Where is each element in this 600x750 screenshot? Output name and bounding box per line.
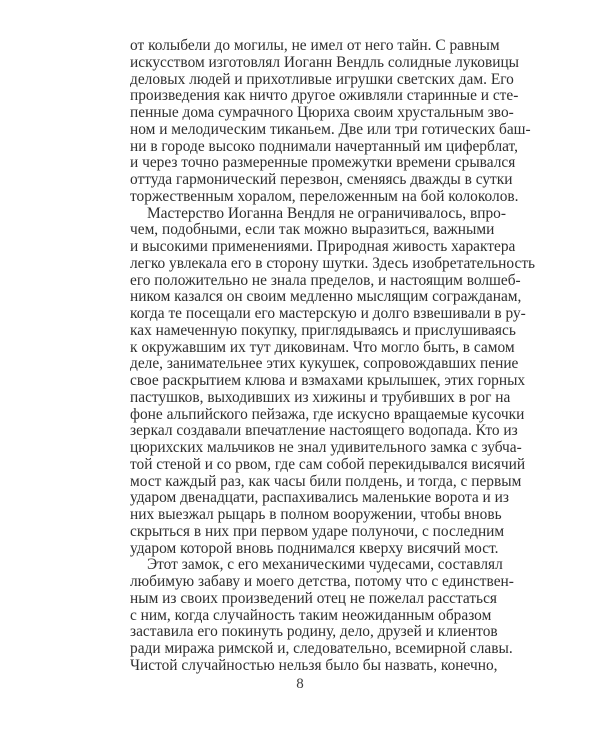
text-line: произведения как ничто другое оживляли старинные и сте- (130, 87, 519, 105)
paragraph-3 (130, 556, 514, 674)
text-line: Этот замок, с его механическими чудесами, составлял (147, 556, 503, 574)
text-line: и через точно размеренные промежутки времени срывался (130, 154, 516, 172)
text-line: ударом двенадцати, распахивались маленькие ворота и из (130, 489, 509, 507)
text-line: когда те посещали его мастерскую и долго взвешивали в ру- (130, 305, 526, 322)
text-line: ках намеченную покупку, приглядываясь и прислушиваясь (130, 321, 516, 339)
body-text (130, 37, 536, 675)
text-line: мост каждый раз, как часы били полдень, и тогда, с первым (130, 472, 522, 490)
paragraph-1 (130, 37, 531, 206)
text-line: к окружавшим их тут диковинам. Что могло быть, в самом (130, 338, 515, 356)
text-line: любимую забаву и моего детства, потому что с единствен- (130, 573, 514, 590)
text-line: свое раскрытием клюва и взмахами крылышек, этих горных (130, 372, 526, 389)
text-line: оттуда гармонический перезвон, сменяясь дважды в сутки (130, 171, 513, 188)
text-line: ном и мелодическим тиканьем. Две или три готических баш- (130, 120, 531, 138)
text-line: заставила его покинуть родину, дело, друзей и клиентов (130, 623, 498, 641)
text-line: ным из своих произведений отец не пожелал расстаться (130, 589, 497, 607)
text-line: деловых людей и прихотливые игрушки светских дам. Его (130, 70, 514, 88)
paragraph-2 (130, 204, 536, 558)
text-line: ни в городе высоко поднимали начертанный им циферблат, (130, 137, 518, 155)
text-line: пастушков, выходивших из хижины и трубивших в рог на (130, 388, 511, 406)
text-line: легко увлекала его в сторону шутки. Здесь изобретательность (130, 254, 536, 272)
text-line: цюрихских мальчиков не знал удивительного замка с зубча- (130, 439, 522, 456)
text-line: и высокими применениями. Природная живость характера (130, 238, 516, 255)
text-line: деле, занимательнее этих кукушек, сопровождавших пение (130, 355, 519, 373)
text-line: скрыться в них при первом ударе полуночи, с последним (130, 522, 505, 540)
text-line: ударом которой вновь поднимался кверху висячий мост. (130, 539, 499, 557)
text-line: чем, подобными, если так можно выразиться, важными (130, 221, 495, 239)
text-line: той стеной и со рвом, где сам собой перекидывался висячий (130, 455, 526, 473)
text-line: пенные дома сумрачного Цюриха своим хрустальным зво- (130, 104, 514, 121)
text-line: зеркал создавали впечатление настоящего водопада. Кто из (130, 422, 518, 440)
text-line: Мастерство Иоганна Вендля не ограничивалось, впро- (147, 204, 506, 222)
text-line: фоне альпийского пейзажа, где искусно вращаемые кусочки (130, 405, 525, 423)
text-line: от колыбели до могилы, не имел от него тайн. С равным (130, 37, 500, 54)
text-line: Чистой случайностью нельзя было бы назвать, конечно, (130, 656, 498, 674)
text-line: его положительно не знала пределов, и настоящим волшеб- (130, 271, 521, 289)
text-line: искусством изготовлял Иоганн Вендль солидные луковицы (130, 53, 520, 71)
text-line: них выезжал рыцарь в полном вооружении, чтобы вновь (130, 506, 502, 523)
text-line: с ним, когда случайность таким неожиданным образом (130, 606, 492, 624)
text-line: ником казался он своим медленно мыслящим согражданам, (130, 288, 522, 306)
page-number: 8 (296, 676, 304, 692)
text-line: ради миража римской и, следовательно, всемирной славы. (130, 640, 513, 657)
text-line: торжественным хоралом, переложенным на бой колоколов. (130, 187, 519, 205)
